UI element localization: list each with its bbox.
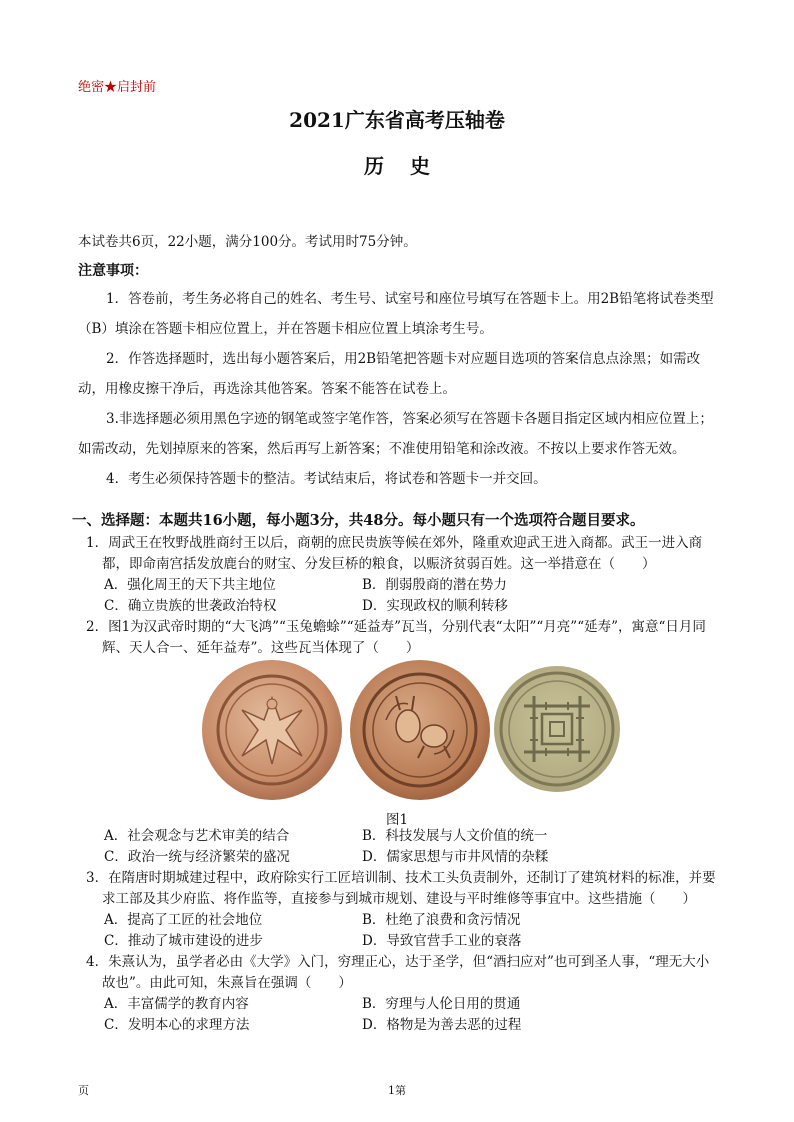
section-title: 一、选择题：本题共16小题，每小题3分，共48分。每小题只有一个选项符合题目要求。 xyxy=(72,512,645,529)
jade-rabbit-toad-tile-image xyxy=(350,660,490,800)
option-a[interactable]: A．社会观念与艺术审美的结合 xyxy=(104,828,290,844)
option-c[interactable]: C．发明本心的求理方法 xyxy=(104,1017,250,1033)
notice-item: 3.非选择题必须用黑色字迹的钢笔或签字笔作答，答案必须写在答题卡各题目指定区域内相应位置上；如需改动，先划掉原来的答案，然后再写上新答案；不准使用铅笔和涂改液。不按以上要求作答无效。 xyxy=(78,411,713,457)
question-stem: 1．周武王在牧野战胜商纣王以后，商朝的庶民贵族等候在郊外，隆重欢迎武王进入商都。武王一进入商都，即命南宫括发放鹿台的财宝、分发巨桥的粮食，以赈济贫弱百姓。这一举措意在（ ） xyxy=(86,535,703,572)
option-grid xyxy=(104,826,722,868)
question-2-options xyxy=(86,826,722,868)
notice-item: 1．答卷前，考生务必将自己的姓名、考生号、试室号和座位号填写在答题卡上。用2B铅笔将试卷类型（B）填涂在答题卡相应位置上，并在答题卡相应位置上填涂考生号。 xyxy=(78,291,714,337)
question-1 xyxy=(86,533,722,617)
option-grid xyxy=(104,994,722,1036)
option-a[interactable]: A．提高了工匠的社会地位 xyxy=(104,912,263,928)
notice-list xyxy=(78,284,718,494)
question-3 xyxy=(86,868,722,952)
option-c[interactable]: C．政治一统与经济繁荣的盛况 xyxy=(104,849,290,865)
option-b[interactable]: B．科技发展与人文价值的统一 xyxy=(362,828,548,844)
option-c[interactable]: C．推动了城市建设的进步 xyxy=(104,933,263,949)
option-b[interactable]: B．削弱殷商的潜在势力 xyxy=(362,577,507,593)
figure-1-tiles xyxy=(200,660,620,810)
flying-swan-tile-image xyxy=(202,660,342,800)
question-stem: 3．在隋唐时期城建过程中，政府除实行工匠培训制、技术工头负责制外，还制订了建筑材料的标准，并要求工部及其少府监、将作监等，直接参与到城市规划、建设与平时维修等事宜中。这些措施（ ） xyxy=(86,870,716,907)
option-b[interactable]: B．穷理与人伦日用的贯通 xyxy=(362,996,521,1012)
subject-title: 历史 xyxy=(364,154,456,178)
footer-page-number: 1第 xyxy=(388,1084,406,1097)
question-4 xyxy=(86,952,722,1036)
option-d[interactable]: D．实现政权的顺利转移 xyxy=(362,598,508,614)
option-d[interactable]: D．格物是为善去恶的过程 xyxy=(362,1017,522,1033)
question-stem: 4．朱熹认为，虽学者必由《大学》入门，穷理正心，达于圣学，但“酒扫应对”也可到圣人事，“理无大小故也”。由此可知，朱熹旨在强调（ ） xyxy=(86,954,710,991)
notice-heading: 注意事项： xyxy=(78,263,148,279)
option-a[interactable]: A．丰富儒学的教育内容 xyxy=(104,996,249,1012)
footer-page-label: 页 xyxy=(78,1084,89,1097)
option-d[interactable]: D．儒家思想与市井风情的杂糅 xyxy=(362,849,549,865)
option-b[interactable]: B．杜绝了浪费和贪污情况 xyxy=(362,912,521,928)
notice-item: 4．考生必须保持答题卡的整洁。考试结束后，将试卷和答题卡一并交回。 xyxy=(106,471,547,487)
option-c[interactable]: C．确立贵族的世袭政治特权 xyxy=(104,598,277,614)
option-grid xyxy=(104,575,722,617)
longevity-tile-image xyxy=(494,666,620,792)
exam-title: 2021广东省高考压轴卷 xyxy=(289,108,505,132)
figure-caption: 图1 xyxy=(385,812,409,828)
option-d[interactable]: D．导致官营手工业的衰落 xyxy=(362,933,522,949)
question-2 xyxy=(86,617,722,659)
option-a[interactable]: A．强化周王的天下共主地位 xyxy=(104,577,276,593)
notice-item: 2．作答选择题时，选出每小题答案后，用2B铅笔把答题卡对应题目选项的答案信息点涂黑；如需改动，用橡皮擦干净后，再选涂其他答案。答案不能答在试卷上。 xyxy=(78,351,701,397)
question-stem: 2．图1为汉武帝时期的“大飞鸿”“玉兔蟾蜍”“延益寿”瓦当，分别代表“太阳”“月亮”“延寿”，寓意“日月同辉、天人合一、延年益寿”。这些瓦当体现了（ ） xyxy=(86,619,706,656)
exam-intro: 本试卷共6页，22小题，满分100分。考试用时75分钟。 xyxy=(78,234,417,250)
option-grid xyxy=(104,910,722,952)
confidential-label: 绝密★启封前 xyxy=(78,80,157,95)
